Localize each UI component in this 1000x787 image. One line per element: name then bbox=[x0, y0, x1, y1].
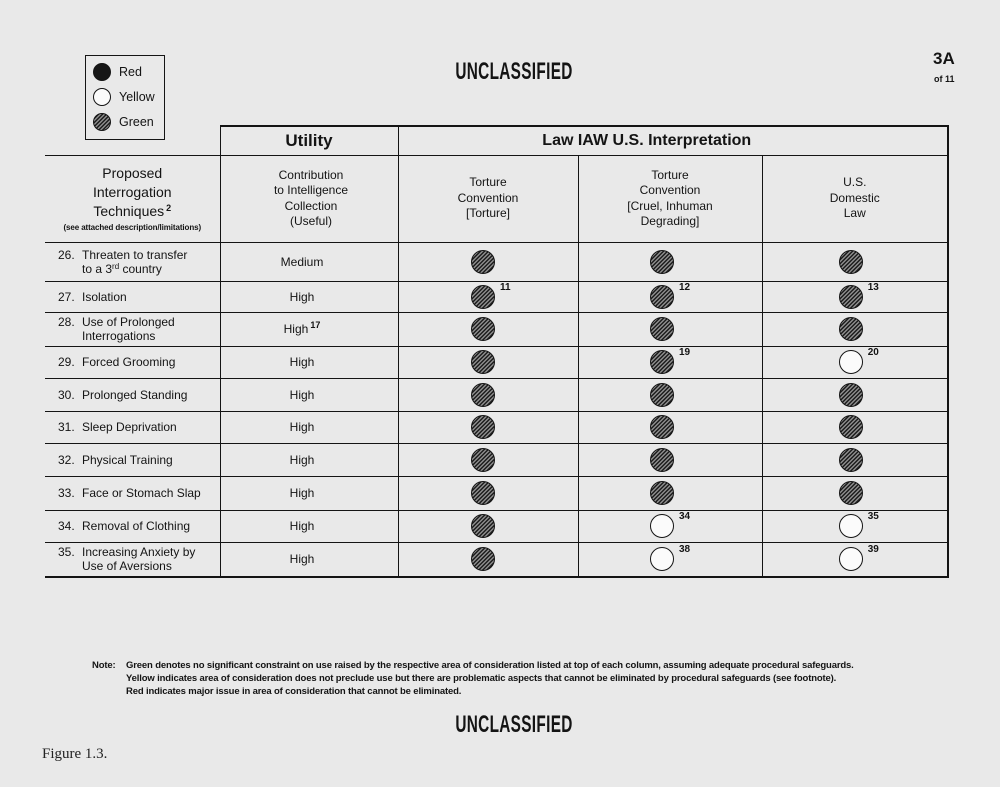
law-header: Law IAW U.S. Interpretation bbox=[398, 126, 948, 155]
table-row bbox=[45, 411, 948, 443]
technique-number: 26. bbox=[58, 247, 75, 262]
technique-cell bbox=[45, 242, 220, 281]
torture-rating-cell bbox=[398, 346, 578, 378]
technique-line bbox=[58, 388, 220, 402]
column-header-line: Domestic bbox=[829, 190, 880, 205]
domestic-law-rating-cell bbox=[762, 312, 948, 346]
yellow-rating-icon bbox=[839, 350, 863, 374]
technique-text: Interrogations bbox=[82, 329, 156, 343]
table-row bbox=[45, 443, 948, 476]
utility-value: High bbox=[289, 289, 315, 304]
technique-line bbox=[58, 453, 220, 467]
legend-label: Red bbox=[119, 65, 142, 79]
utility-value: High bbox=[283, 322, 309, 336]
utility-value: High bbox=[289, 355, 315, 369]
green-rating-icon bbox=[650, 285, 674, 309]
technique-text: Face or Stomach Slap bbox=[82, 486, 201, 500]
rating-mark bbox=[650, 317, 674, 341]
technique-header-note: (see attached description/limitations) bbox=[63, 222, 202, 232]
torture-rating-cell bbox=[398, 476, 578, 510]
utility-cell bbox=[220, 312, 398, 346]
rating-mark bbox=[471, 481, 495, 505]
table-body bbox=[45, 126, 948, 577]
rating-mark bbox=[839, 383, 863, 407]
table-row bbox=[45, 378, 948, 411]
domestic-law-rating-cell bbox=[762, 281, 948, 312]
rating-mark bbox=[650, 347, 691, 374]
green-rating-icon bbox=[471, 383, 495, 407]
torture-rating-cell bbox=[398, 542, 578, 577]
green-rating-icon bbox=[650, 350, 674, 374]
green-rating-icon bbox=[471, 350, 495, 374]
legend-label: Green bbox=[119, 115, 154, 129]
domestic-law-rating-cell bbox=[762, 378, 948, 411]
utility-subheader-line: to Intelligence bbox=[273, 183, 349, 197]
note-line-green: Green denotes no significant constraint on use raised by the respective area of consideration listed at top of each column, assuming adequate procedural safeguards. bbox=[126, 660, 854, 671]
domestic-law-rating-cell bbox=[762, 346, 948, 378]
cruel-inhuman-rating-cell bbox=[578, 510, 762, 542]
cruel-inhuman-rating-cell bbox=[578, 411, 762, 443]
cruel-inhuman-rating-cell bbox=[578, 378, 762, 411]
technique-header-footnote: 2 bbox=[166, 202, 172, 213]
page-label: 3A bbox=[933, 49, 955, 68]
green-rating-icon bbox=[650, 383, 674, 407]
utility-cell bbox=[220, 346, 398, 378]
torture-rating-cell bbox=[398, 510, 578, 542]
domestic-law-rating-cell bbox=[762, 242, 948, 281]
footnote-marker: 13 bbox=[867, 281, 879, 293]
rating-mark bbox=[471, 350, 495, 374]
rating-mark bbox=[471, 281, 511, 309]
table-row bbox=[45, 476, 948, 510]
rating-mark bbox=[839, 511, 879, 538]
utility-cell bbox=[220, 510, 398, 542]
green-rating-icon bbox=[839, 481, 863, 505]
utility-subheader-line: Contribution bbox=[278, 167, 344, 182]
rating-mark bbox=[650, 448, 674, 472]
cruel-inhuman-rating-cell bbox=[578, 281, 762, 312]
domestic-law-rating-cell bbox=[762, 411, 948, 443]
utility-value: High bbox=[289, 387, 315, 402]
technique-text: Use of Prolonged bbox=[82, 315, 175, 329]
technique-cell bbox=[45, 312, 220, 346]
column-header-line: [Torture] bbox=[465, 206, 510, 221]
torture-rating-cell bbox=[398, 281, 578, 312]
technique-header-line bbox=[45, 202, 220, 221]
utility-subheader-line: (Useful) bbox=[289, 214, 332, 228]
table-row bbox=[45, 542, 948, 577]
technique-line bbox=[58, 519, 220, 533]
rating-mark bbox=[839, 481, 863, 505]
technique-number: 32. bbox=[58, 452, 75, 467]
technique-header-cell bbox=[45, 155, 220, 242]
technique-number: 34. bbox=[58, 519, 75, 533]
footnote-marker: 34 bbox=[679, 511, 691, 522]
technique-line bbox=[58, 329, 220, 343]
domestic-law-rating-cell bbox=[762, 542, 948, 577]
table-header-row bbox=[45, 126, 948, 155]
green-rating-icon bbox=[839, 415, 863, 439]
green-rating-icon bbox=[471, 514, 495, 538]
technique-cell bbox=[45, 411, 220, 443]
green-rating-icon bbox=[471, 317, 495, 341]
cruel-inhuman-rating-cell bbox=[578, 443, 762, 476]
techniques-table bbox=[45, 125, 949, 578]
technique-line bbox=[58, 355, 220, 369]
column-header-line: Degrading] bbox=[640, 214, 700, 228]
rating-mark bbox=[471, 317, 495, 341]
rating-mark bbox=[650, 511, 691, 538]
green-rating-icon bbox=[650, 415, 674, 439]
classification-marking-bottom: UNCLASSIFIED bbox=[455, 711, 573, 738]
utility-value: High bbox=[289, 420, 315, 434]
table-subheader-row bbox=[45, 155, 948, 242]
utility-cell bbox=[220, 281, 398, 312]
technique-header-line: Proposed bbox=[102, 164, 163, 181]
column-header-line: [Cruel, Inhuman bbox=[627, 198, 713, 213]
technique-line bbox=[58, 420, 220, 434]
green-rating-icon bbox=[471, 415, 495, 439]
rating-mark bbox=[839, 544, 879, 571]
utility-header: Utility bbox=[220, 126, 398, 155]
domestic-law-rating-cell bbox=[762, 476, 948, 510]
legend-item-yellow bbox=[93, 87, 155, 107]
green-rating-icon bbox=[650, 481, 674, 505]
classification-marking-top: UNCLASSIFIED bbox=[455, 58, 573, 85]
rating-mark bbox=[839, 281, 879, 309]
technique-line bbox=[58, 290, 220, 304]
yellow-legend-icon bbox=[93, 88, 111, 106]
utility-subheader-line: Collection bbox=[284, 198, 338, 213]
green-rating-icon bbox=[471, 285, 495, 309]
utility-value: High bbox=[289, 452, 315, 467]
legend-item-red bbox=[93, 62, 142, 82]
green-rating-icon bbox=[650, 317, 674, 341]
technique-text: Prolonged Standing bbox=[82, 387, 188, 402]
cruel-inhuman-rating-cell bbox=[578, 346, 762, 378]
table-row bbox=[45, 510, 948, 542]
technique-cell bbox=[45, 510, 220, 542]
rating-mark bbox=[650, 415, 674, 439]
technique-line bbox=[58, 486, 220, 500]
green-rating-icon bbox=[839, 317, 863, 341]
table-row bbox=[45, 346, 948, 378]
technique-cell bbox=[45, 443, 220, 476]
technique-number: 28. bbox=[58, 315, 75, 329]
note-body bbox=[126, 659, 854, 698]
technique-cell bbox=[45, 378, 220, 411]
technique-line bbox=[58, 262, 220, 276]
column-header-line: Torture bbox=[651, 167, 689, 182]
rating-mark bbox=[650, 544, 691, 571]
domestic-law-rating-cell bbox=[762, 443, 948, 476]
technique-superscript: rd bbox=[112, 261, 120, 271]
table-row bbox=[45, 312, 948, 346]
technique-text: Isolation bbox=[82, 289, 127, 304]
torture-rating-cell bbox=[398, 312, 578, 346]
rating-mark bbox=[650, 281, 691, 309]
technique-number: 35. bbox=[58, 545, 75, 560]
rating-mark bbox=[650, 481, 674, 505]
rating-mark bbox=[471, 383, 495, 407]
rating-mark bbox=[839, 415, 863, 439]
footnote-marker: 35 bbox=[867, 511, 879, 522]
yellow-rating-icon bbox=[650, 514, 674, 538]
cruel-inhuman-rating-cell bbox=[578, 476, 762, 510]
green-rating-icon bbox=[471, 250, 495, 274]
footnote-marker: 19 bbox=[679, 347, 691, 358]
technique-number: 27. bbox=[58, 289, 75, 304]
note-line-red: Red indicates major issue in area of consideration that cannot be eliminated. bbox=[126, 686, 462, 697]
technique-cell bbox=[45, 281, 220, 312]
technique-number: 30. bbox=[58, 387, 75, 402]
technique-text: to a 3 bbox=[82, 261, 113, 276]
legend-label: Yellow bbox=[119, 90, 155, 104]
utility-cell bbox=[220, 476, 398, 510]
green-rating-icon bbox=[839, 285, 863, 309]
green-rating-icon bbox=[650, 448, 674, 472]
rating-mark bbox=[471, 250, 495, 274]
cruel-inhuman-rating-cell bbox=[578, 312, 762, 346]
utility-subheader-cell bbox=[220, 155, 398, 242]
cruel-inhuman-rating-cell bbox=[578, 242, 762, 281]
yellow-rating-icon bbox=[650, 547, 674, 571]
note-label: Note: bbox=[92, 660, 116, 671]
technique-number: 33. bbox=[58, 486, 75, 500]
green-rating-icon bbox=[471, 547, 495, 571]
technique-text: Threaten to transfer bbox=[82, 247, 188, 262]
rating-mark bbox=[650, 250, 674, 274]
yellow-rating-icon bbox=[839, 547, 863, 571]
figure-caption: Figure 1.3. bbox=[42, 746, 108, 762]
domestic-law-rating-cell bbox=[762, 510, 948, 542]
rating-mark bbox=[471, 448, 495, 472]
column-header-line: Convention bbox=[457, 190, 519, 205]
yellow-rating-icon bbox=[839, 514, 863, 538]
torture-rating-cell bbox=[398, 242, 578, 281]
header-blank-cell bbox=[45, 126, 220, 155]
rating-mark bbox=[471, 415, 495, 439]
technique-text: Sleep Deprivation bbox=[82, 420, 177, 434]
utility-cell bbox=[220, 542, 398, 577]
technique-text: Forced Grooming bbox=[82, 355, 176, 369]
technique-text: Physical Training bbox=[82, 452, 173, 467]
column-header-line: U.S. bbox=[843, 175, 867, 190]
page-count: of 11 bbox=[934, 74, 955, 84]
technique-line bbox=[58, 545, 220, 559]
technique-cell bbox=[45, 346, 220, 378]
technique-line bbox=[58, 559, 220, 573]
utility-cell bbox=[220, 443, 398, 476]
footnote-marker: 39 bbox=[867, 544, 879, 556]
utility-value: High bbox=[289, 552, 315, 567]
technique-text: Use of Aversions bbox=[82, 559, 172, 574]
rating-mark bbox=[471, 514, 495, 538]
utility-cell bbox=[220, 242, 398, 281]
table-row bbox=[45, 281, 948, 312]
technique-text: country bbox=[119, 261, 162, 276]
column-header-line: Law bbox=[843, 206, 866, 221]
rating-mark bbox=[839, 347, 879, 374]
rating-mark bbox=[839, 250, 863, 274]
technique-text: Increasing Anxiety by bbox=[82, 545, 196, 560]
torture-rating-cell bbox=[398, 443, 578, 476]
technique-text: Removal of Clothing bbox=[82, 519, 191, 533]
footnote-marker: 38 bbox=[679, 544, 691, 556]
utility-value: High bbox=[289, 486, 315, 500]
technique-header-line: Interrogation bbox=[92, 183, 172, 200]
rating-mark bbox=[839, 317, 863, 341]
rating-mark bbox=[839, 448, 863, 472]
utility-value: Medium bbox=[280, 254, 324, 269]
red-legend-icon bbox=[93, 63, 111, 81]
green-rating-icon bbox=[839, 448, 863, 472]
footnote-marker: 12 bbox=[679, 281, 691, 293]
footnote-marker: 20 bbox=[867, 347, 879, 358]
green-rating-icon bbox=[471, 481, 495, 505]
domestic-law-column-header bbox=[762, 155, 948, 242]
utility-value: High bbox=[289, 519, 315, 533]
technique-line bbox=[58, 315, 220, 329]
torture-rating-cell bbox=[398, 411, 578, 443]
technique-line bbox=[58, 248, 220, 262]
footnote-marker: 11 bbox=[500, 281, 511, 293]
technique-cell bbox=[45, 542, 220, 577]
green-rating-icon bbox=[839, 383, 863, 407]
table-row bbox=[45, 242, 948, 281]
rating-mark bbox=[650, 383, 674, 407]
green-rating-icon bbox=[471, 448, 495, 472]
cruel-inhuman-column-header bbox=[578, 155, 762, 242]
column-header-line: Torture bbox=[469, 175, 507, 190]
utility-footnote: 17 bbox=[310, 320, 321, 330]
technique-header-text: Techniques bbox=[93, 202, 165, 219]
note-line-yellow: Yellow indicates area of consideration does not preclude use but there are problematic aspects that cannot be eliminated by procedural safeguards (see footnote). bbox=[126, 673, 837, 684]
cruel-inhuman-rating-cell bbox=[578, 542, 762, 577]
green-rating-icon bbox=[839, 250, 863, 274]
technique-number: 29. bbox=[58, 355, 75, 369]
utility-cell bbox=[220, 411, 398, 443]
torture-column-header bbox=[398, 155, 578, 242]
legend-note bbox=[92, 659, 854, 698]
green-rating-icon bbox=[650, 250, 674, 274]
utility-cell bbox=[220, 378, 398, 411]
technique-cell bbox=[45, 476, 220, 510]
column-header-line: Convention bbox=[639, 183, 701, 197]
technique-number: 31. bbox=[58, 420, 75, 434]
torture-rating-cell bbox=[398, 378, 578, 411]
rating-mark bbox=[471, 547, 495, 571]
